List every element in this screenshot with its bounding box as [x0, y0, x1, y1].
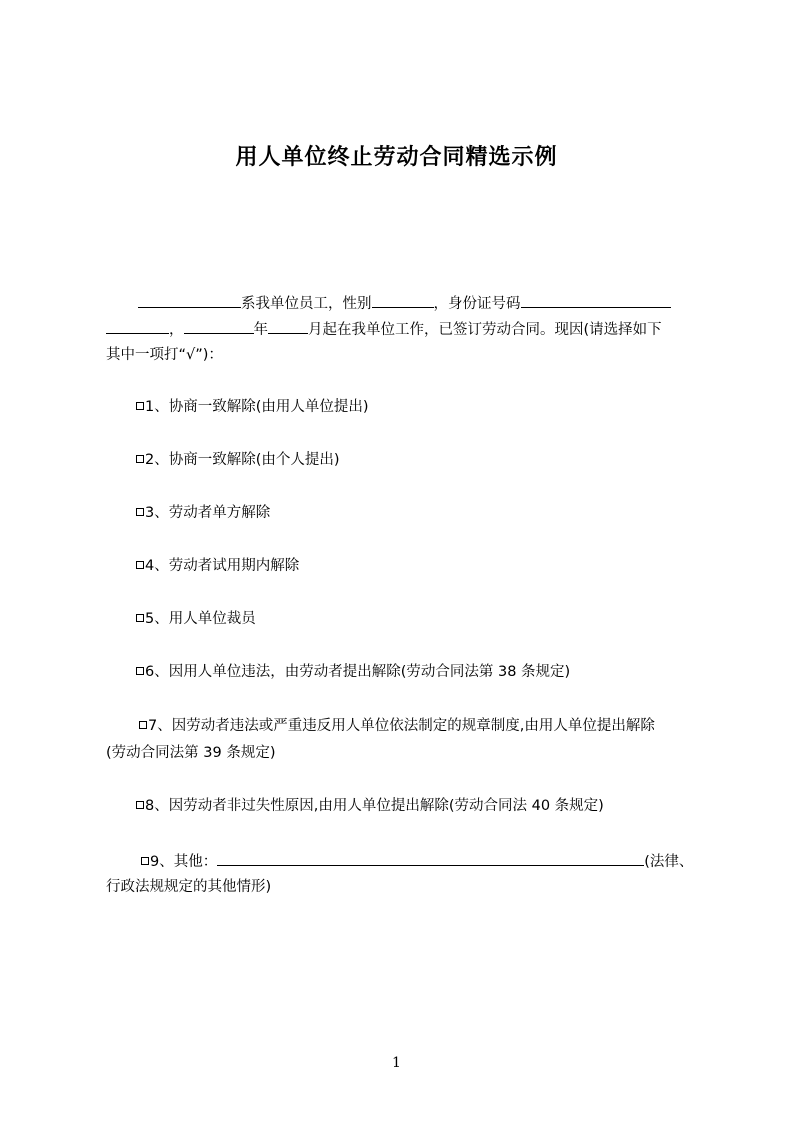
option-6-label: 6、因用人单位违法，由劳动者提出解除(劳动合同法第 38 条规定) — [145, 664, 571, 680]
option-9-label: 9、其他： — [150, 854, 218, 870]
month-blank[interactable] — [268, 318, 308, 334]
option-8-label: 8、因劳动者非过失性原因,由用人单位提出解除(劳动合同法 40 条规定) — [145, 798, 604, 814]
year-blank[interactable] — [184, 318, 254, 334]
option-5-checkbox[interactable] — [136, 614, 144, 622]
option-4-checkbox[interactable] — [136, 561, 144, 569]
option-6-checkbox[interactable] — [136, 667, 144, 675]
option-9-continuation: 行政法规规定的其他情形) — [106, 879, 272, 895]
intro-text-1: 系我单位员工，性别 — [241, 296, 372, 312]
other-reason-blank[interactable] — [217, 850, 644, 866]
option-7 — [139, 716, 655, 736]
option-2 — [136, 450, 340, 470]
option-7-continuation: (劳动合同法第 39 条规定) — [106, 745, 276, 761]
intro-text-5: 月起在我单位工作，已签订劳动合同。现因(请选择如下 — [308, 322, 662, 338]
id-number-blank-cont[interactable] — [106, 318, 169, 334]
id-number-blank[interactable] — [521, 292, 671, 308]
option-3-label: 3、劳动者单方解除 — [145, 505, 271, 521]
option-9 — [141, 850, 693, 872]
document-title: 用人单位终止劳动合同精选示例 — [235, 145, 558, 170]
intro-line-2 — [106, 318, 662, 340]
option-5 — [136, 609, 256, 629]
name-blank[interactable] — [138, 292, 241, 308]
intro-text-2: ，身份证号码 — [433, 296, 521, 312]
option-4 — [136, 556, 299, 576]
option-2-label: 2、协商一致解除(由个人提出) — [145, 452, 340, 468]
gender-blank[interactable] — [372, 292, 434, 308]
option-7-label: 7、因劳动者违法或严重违反用人单位依法制定的规章制度,由用人单位提出解除 — [148, 718, 655, 734]
option-9-checkbox[interactable] — [141, 857, 149, 865]
option-6 — [136, 662, 570, 682]
option-8 — [136, 796, 604, 816]
intro-text-year: 年 — [253, 322, 268, 338]
option-1 — [136, 397, 369, 417]
option-5-label: 5、用人单位裁员 — [145, 611, 256, 627]
option-7-checkbox[interactable] — [139, 721, 147, 729]
option-1-checkbox[interactable] — [136, 402, 144, 410]
page-number: 1 — [392, 1055, 401, 1071]
option-2-checkbox[interactable] — [136, 455, 144, 463]
option-1-label: 1、协商一致解除(由用人单位提出) — [145, 399, 369, 415]
option-4-label: 4、劳动者试用期内解除 — [145, 558, 300, 574]
intro-text-3: ， — [169, 322, 184, 338]
option-8-checkbox[interactable] — [136, 801, 144, 809]
intro-line-1 — [138, 292, 671, 314]
option-3 — [136, 503, 270, 523]
option-9-after: (法律、 — [644, 854, 694, 870]
intro-line-3: 其中一项打“√”)： — [106, 347, 223, 363]
option-3-checkbox[interactable] — [136, 508, 144, 516]
